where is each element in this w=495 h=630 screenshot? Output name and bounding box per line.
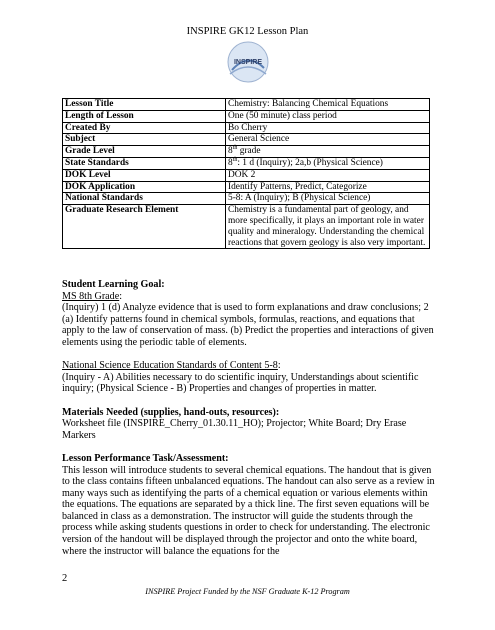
- table-row: [63, 122, 430, 134]
- value-grade-level: [226, 146, 430, 158]
- nse-text: (Inquiry - A) Abilities necessary to do scientific inquiry, Understandings about scientific inquiry; (Physical Science - B) Properties and changes of properties in matter.: [62, 371, 419, 395]
- value-dok-application: Identify Patterns, Predict, Categorize: [226, 181, 430, 193]
- label-dok-level: DOK Level: [63, 169, 226, 181]
- logo-text: INSPIRE: [233, 59, 263, 66]
- nse-heading-line: National Science Education Standards of Content 5-8:: [62, 360, 281, 372]
- ms-heading-line: MS 8th Grade:: [62, 290, 123, 302]
- label-created-by: Created By: [63, 122, 226, 134]
- label-dok-application: DOK Application: [63, 181, 226, 193]
- nse-heading: National Science Education Standards of Content 5-8: [62, 360, 278, 372]
- task-heading: Lesson Performance Task/Assessment:: [62, 452, 229, 464]
- footer-text: INSPIRE Project Funded by the NSF Graduate K-12 Program: [145, 587, 350, 596]
- value-lesson-title: Chemistry: Balancing Chemical Equations: [226, 99, 430, 111]
- table-row: [63, 181, 430, 193]
- state-num: 8: [228, 157, 233, 168]
- table-row: [63, 157, 430, 169]
- table-row: [63, 134, 430, 146]
- ms-text: (Inquiry) 1 (d) Analyze evidence that is used to form explanations and draw conclusions; 2 (a) Identify patterns found in chemical symbols, formulas, reactions, and equations that apply to the law of conservation of mass. (b) Predict the properties and interactions of given elements using the periodic table of elements.: [62, 302, 434, 348]
- label-graduate-research: Graduate Research Element: [63, 205, 226, 249]
- label-state-standards: State Standards: [63, 157, 226, 169]
- label-length: Length of Lesson: [63, 110, 226, 122]
- table-row: [63, 146, 430, 158]
- value-national-standards: 5-8: A (Inquiry); B (Physical Science): [226, 193, 430, 205]
- state-sup: th: [232, 156, 238, 163]
- header-title: INSPIRE GK12 Lesson Plan: [186, 26, 309, 37]
- value-subject: General Science: [226, 134, 430, 146]
- label-national-standards: National Standards: [63, 193, 226, 205]
- table-row: [63, 169, 430, 181]
- materials-heading: Materials Needed (supplies, hand-outs, resources):: [62, 406, 280, 418]
- label-lesson-title: Lesson Title: [63, 99, 226, 111]
- table-row: [63, 99, 430, 111]
- value-dok-level: DOK 2: [226, 169, 430, 181]
- grade-sup: th: [232, 145, 238, 152]
- value-length: One (50 minute) class period: [226, 110, 430, 122]
- inspire-logo: [224, 38, 272, 86]
- lesson-info-table: [62, 98, 430, 249]
- lesson-body: [62, 279, 436, 569]
- goal-heading: Student Learning Goal:: [62, 279, 165, 290]
- page-number: 2: [62, 573, 68, 584]
- ms-heading: MS 8th Grade: [62, 290, 120, 302]
- label-grade-level: Grade Level: [63, 146, 226, 158]
- materials-text: Worksheet file (INSPIRE_Cherry_01.30.11_HO); Projector; White Board; Dry Erase Markers: [62, 418, 407, 441]
- value-created-by: Bo Cherry: [226, 122, 430, 134]
- grade-rest: grade: [237, 146, 261, 157]
- table-row: [63, 205, 430, 249]
- grade-num: 8: [228, 146, 233, 157]
- value-graduate-research: Chemistry is a fundamental part of geology, and more specifically, it plays an important role in water quality and mineralogy. Understanding the chemical reactions that govern geology is also very important.: [226, 205, 430, 249]
- value-state-standards: [226, 157, 430, 169]
- table-row: [63, 110, 430, 122]
- label-subject: Subject: [63, 134, 226, 146]
- table-row: [63, 193, 430, 205]
- state-rest: : 1 d (Inquiry); 2a,b (Physical Science): [237, 157, 383, 168]
- task-text: This lesson will introduce students to several chemical equations. The handout that is given to the class contains fifteen unbalanced equations. The handout can also serve as a review in many ways such as identifying the parts of a chemical equation or various elements within the equations. The equations are separated by a thick line. The first seven equations will be balanced in class as a demonstration. The instructor will guide the students through the process while asking students questions in order to check for understanding. The electronic version of the handout will be displayed through the projector and onto the white board, where the instructor will balance the equations for the: [62, 464, 435, 557]
